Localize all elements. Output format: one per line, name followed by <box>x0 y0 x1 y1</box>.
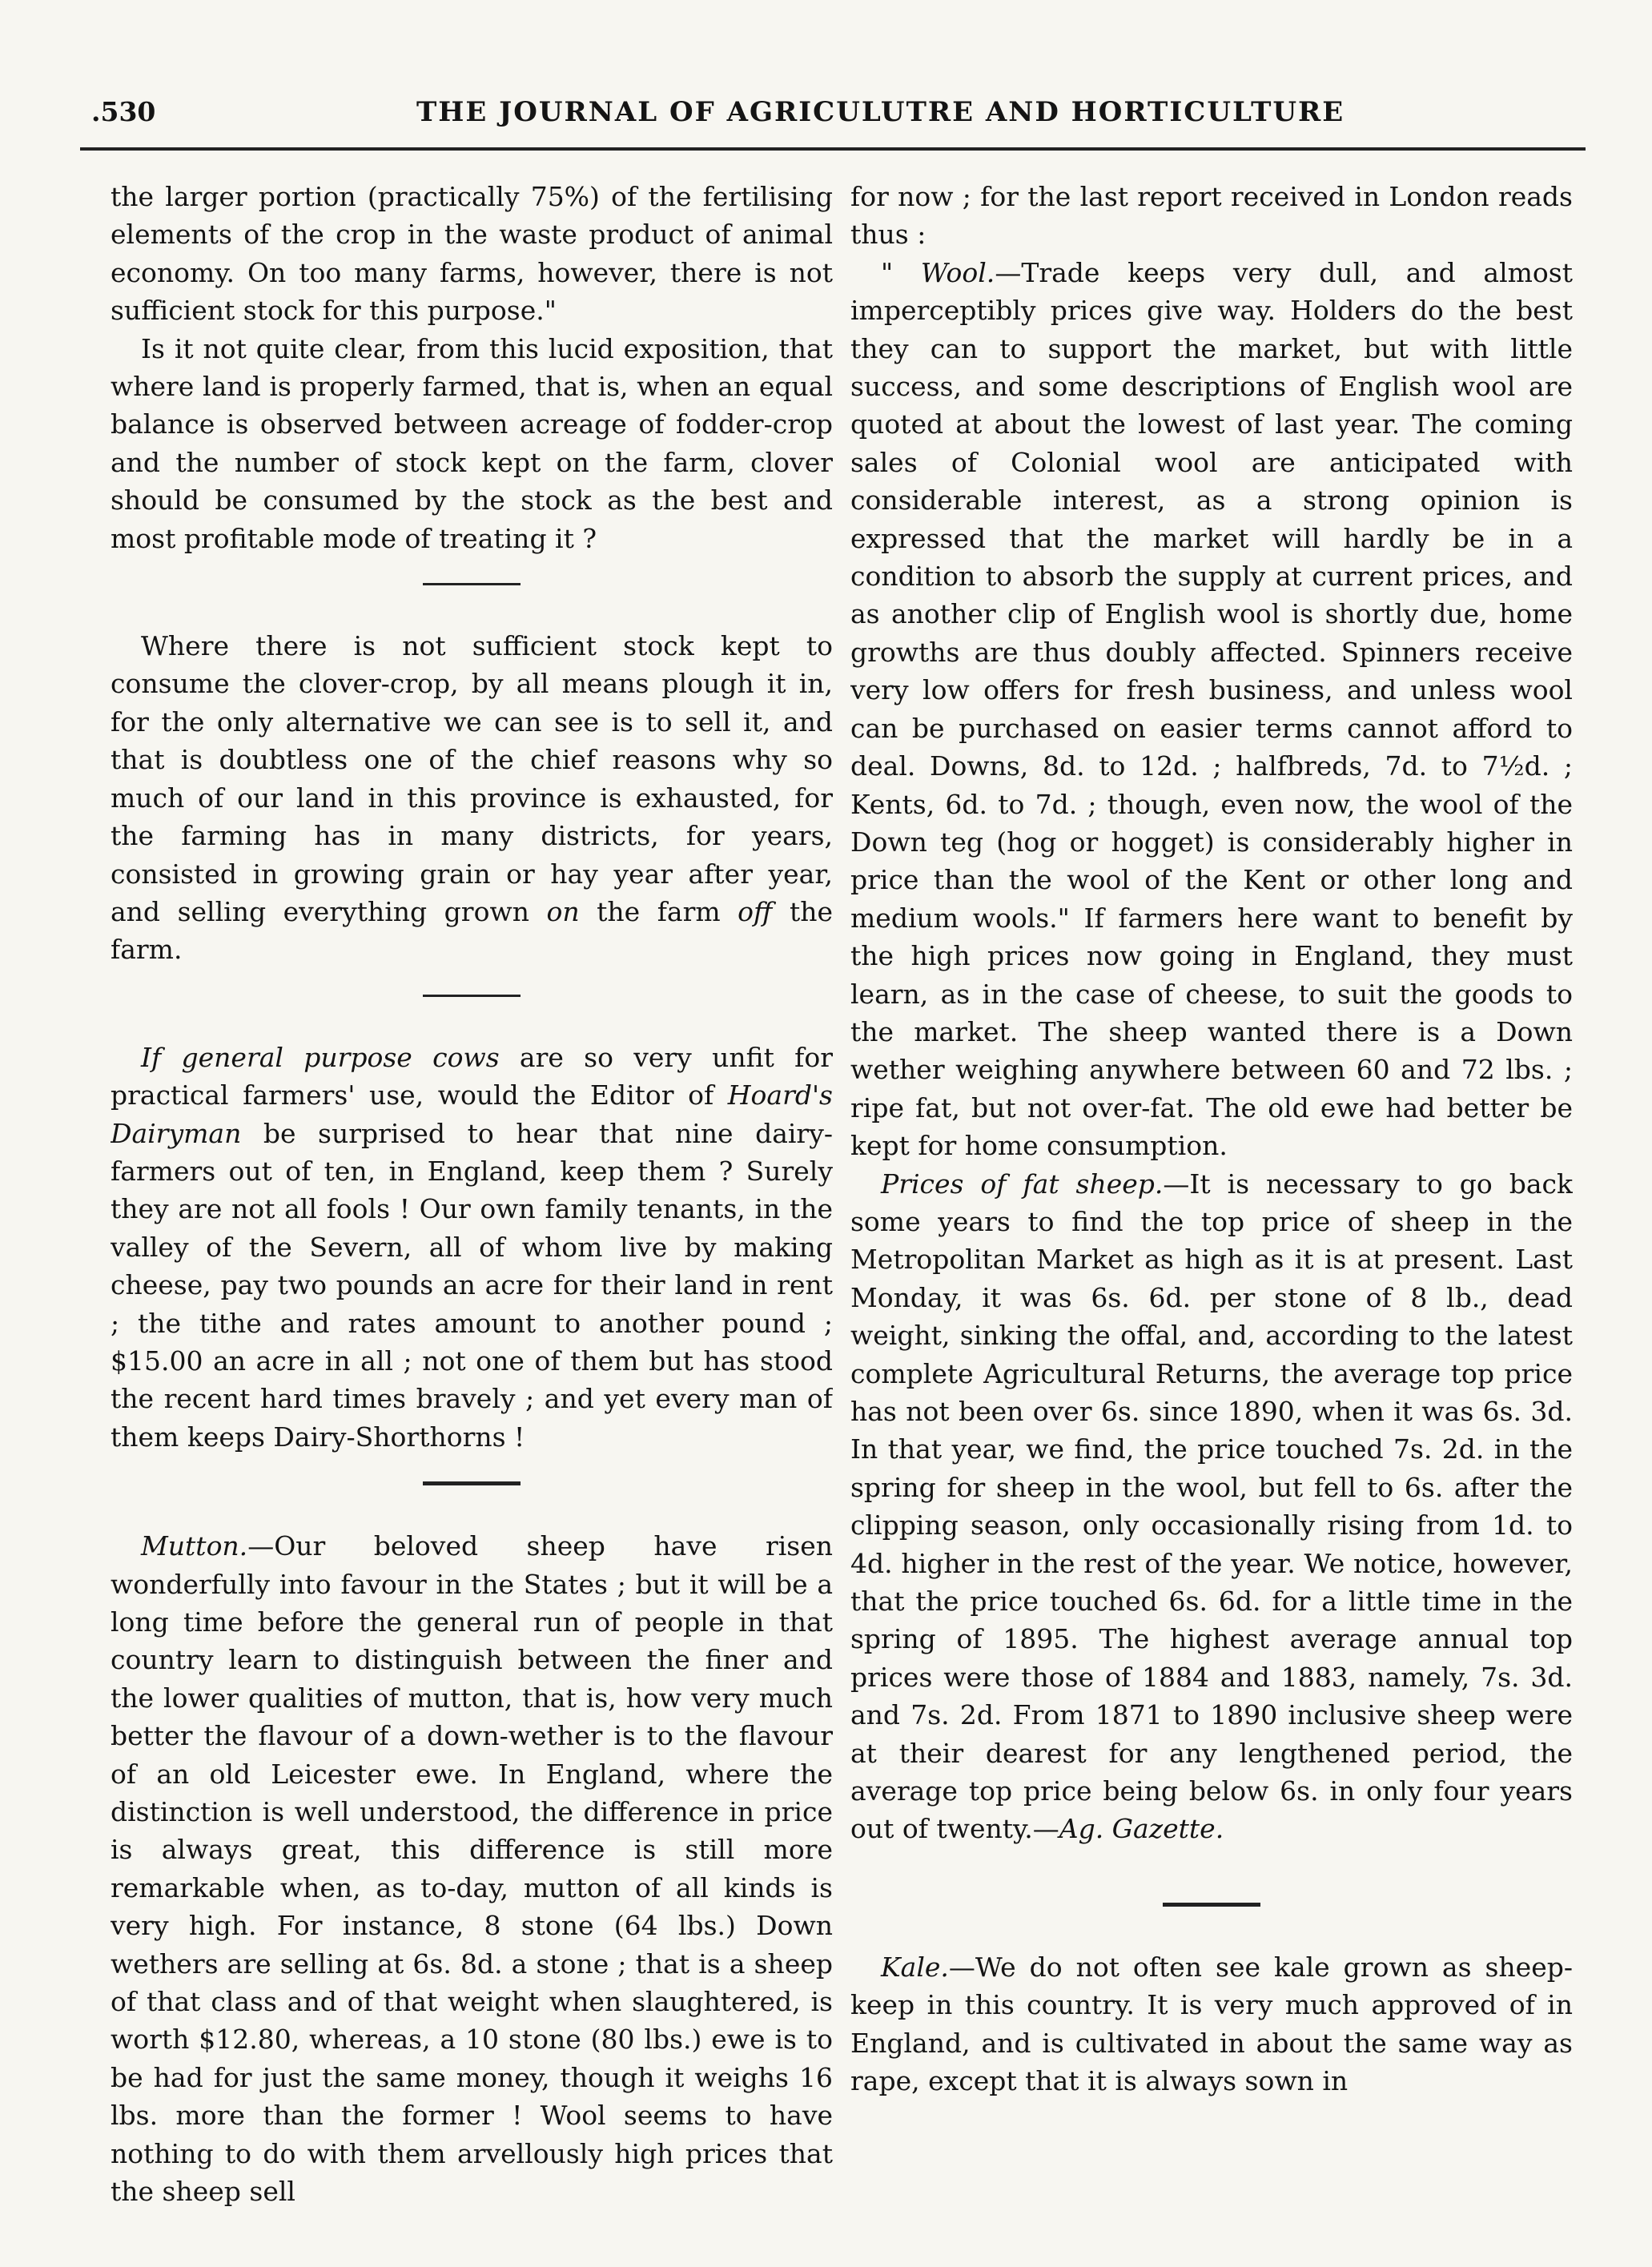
paragraph-fertilising: the larger portion (practically 75%) of the fertilising elements of the crop in the waste product of animal economy. On too many farms, however, there is not sufficient stock for this purpose." <box>111 181 833 327</box>
plough-text-b: the farm <box>579 895 738 927</box>
kale-lead: Kale. <box>881 1951 949 1983</box>
kale-body: —We do not often see kale grown as sheep-keep in this country. It is very much approved of in England, and is cultivated in about the same way as rape, except that it is always sown in <box>850 1951 1573 2097</box>
left-column <box>111 178 833 2228</box>
paragraph-plough-in <box>111 627 833 969</box>
prices-body: —It is necessary to go back some years to find the top price of sheep in the Metropolitan Market as high as it is at present. Last Monday, it was 6s. 6d. per stone of 8 lb., dead weight, sinking the offal, and, according to the latest complete Agricultural Returns, the average top price has not been over 6s. since 1890, when it was 6s. 3d. In that year, we find, the price touched 7s. 2d. in the spring for sheep in the wool, but fell to 6s. after the clipping season, only occasionally rising from 1d. to 4d. higher in the rest of the year. We notice, however, that the price touched 6s. 6d. for a little time in the spring of 1895. The highest average annual top prices were those of 1884 and 1883, namely, 7s. 3d. and 7s. 2d. From 1871 to 1890 inclusive sheep were at their dearest for any lengthened period, the average top price being below 6s. in only four years out of twenty.— <box>850 1168 1573 1845</box>
plough-text-c: the farm. <box>111 895 833 966</box>
cows-lead: If general purpose cows <box>141 1041 500 1073</box>
wool-lead: Wool. <box>920 256 995 288</box>
page-number: .530 <box>91 96 156 127</box>
paragraph-wool-quote <box>850 254 1573 1165</box>
paragraph-general-purpose-cows <box>111 1039 833 1456</box>
section-divider <box>423 583 521 585</box>
cows-text-b: be surprised to hear that nine dairy-farmers out of ten, in England, keep them ? Surely they are not all fools ! Our own family tenants, in the valley of the Severn, all of whom live by making cheese, pay two pounds an acre for their land in rent ; the tithe and rates amount to another pound ; $15.00 an acre in all ; not one of them but has stood the recent hard times bravely ; and yet every man of them keeps Dairy-Shorthorns ! <box>111 1117 833 1453</box>
page-header <box>80 90 1586 138</box>
section-divider <box>423 1481 521 1485</box>
paragraph-last-report: for now ; for the last report received in London reads thus : <box>850 181 1573 251</box>
header-rule <box>80 147 1586 151</box>
paragraph-kale <box>850 1948 1573 2100</box>
prices-lead: Prices of fat sheep. <box>881 1168 1164 1200</box>
wool-open-quote: " <box>881 256 921 288</box>
plough-text-on: on <box>546 895 580 927</box>
mutton-body: —Our beloved sheep have risen wonderfully into favour in the States ; but it will be a long time before the general run of people in that country learn to distinguish between the finer and the lower qualities of mutton, that is, how very much better the flavour of a down-wether is to the flavour of an old Leicester ewe. In England, where the distinction is well understood, the difference in price is always great, this difference is still more remarkable when, as to-day, mutton of all kinds is very high. For instance, 8 stone (64 lbs.) Down wethers are selling at 6s. 8d. a stone ; that is a sheep of that class and of that weight when slaughtered, is worth $12.80, whereas, a 10 stone (80 lbs.) ewe is to be had for just the same money, though it weighs 16 lbs. more than the former ! Wool seems to have nothing to do with them arvellously high prices that the sheep sell <box>111 1530 833 2208</box>
cows-text-a: are so very unfit for practical farmers' use, would the Editor of <box>111 1041 833 1111</box>
right-column <box>850 178 1573 2228</box>
plough-text-a: Where there is not sufficient stock kept to consume the clover-crop, by all means plough it in, for the only alternative we can see is to sell it, and that is doubtless one of the chief reasons why so much of our land in this province is exhausted, for the farming has in many districts, for years, consisted in growing grain or hay year after year, and selling everything grown <box>111 630 833 927</box>
paragraph-mutton <box>111 1527 833 2210</box>
wool-body: —Trade keeps very dull, and almost imperceptibly prices give way. Holders do the best they can to support the market, but with little success, and some descriptions of English wool are quoted at about the lowest of last year. The coming sales of Colonial wool are anticipated with considerable interest, as a strong opinion is expressed that the market will hardly be in a condition to absorb the supply at current prices, and as another clip of English wool is shortly due, home growths are thus doubly affected. Spinners receive very low offers for fresh business, and unless wool can be purchased on easier terms cannot afford to deal. Downs, 8d. to 12d. ; halfbreds, 7d. to 7½d. ; Kents, 6d. to 7d. ; though, even now, the wool of the Down teg (hog or hogget) is considerably higher in price than the wool of the Kent or other long and medium wools." If farmers here want to benefit by the high prices now going in England, they must learn, as in the case of cheese, to suit the goods to the market. The sheep wanted there is a Down wether weighing anywhere between 60 and 72 lbs. ; ripe fat, but not over-fat. The old ewe had better be kept for home consumption. <box>850 256 1573 1162</box>
section-divider <box>423 995 521 997</box>
mutton-lead: Mutton. <box>141 1530 248 1562</box>
paragraph-prices-fat-sheep <box>850 1165 1573 1848</box>
running-title: THE JOURNAL OF AGRICULUTRE AND HORTICULTURE <box>416 96 1345 128</box>
cows-journal-name: Hoard's Dairyman <box>111 1079 833 1149</box>
paragraph-clover-consumed: Is it not quite clear, from this lucid exposition, that where land is properly farmed, that is, when an equal balance is observed between acreage of fodder-crop and the number of stock kept on the farm, clover should be consumed by the stock as the best and most profitable mode of treating it ? <box>111 332 833 554</box>
plough-text-off: off <box>738 895 773 927</box>
prices-source: Ag. Gazette. <box>1059 1813 1224 1845</box>
section-divider <box>1163 1903 1260 1907</box>
